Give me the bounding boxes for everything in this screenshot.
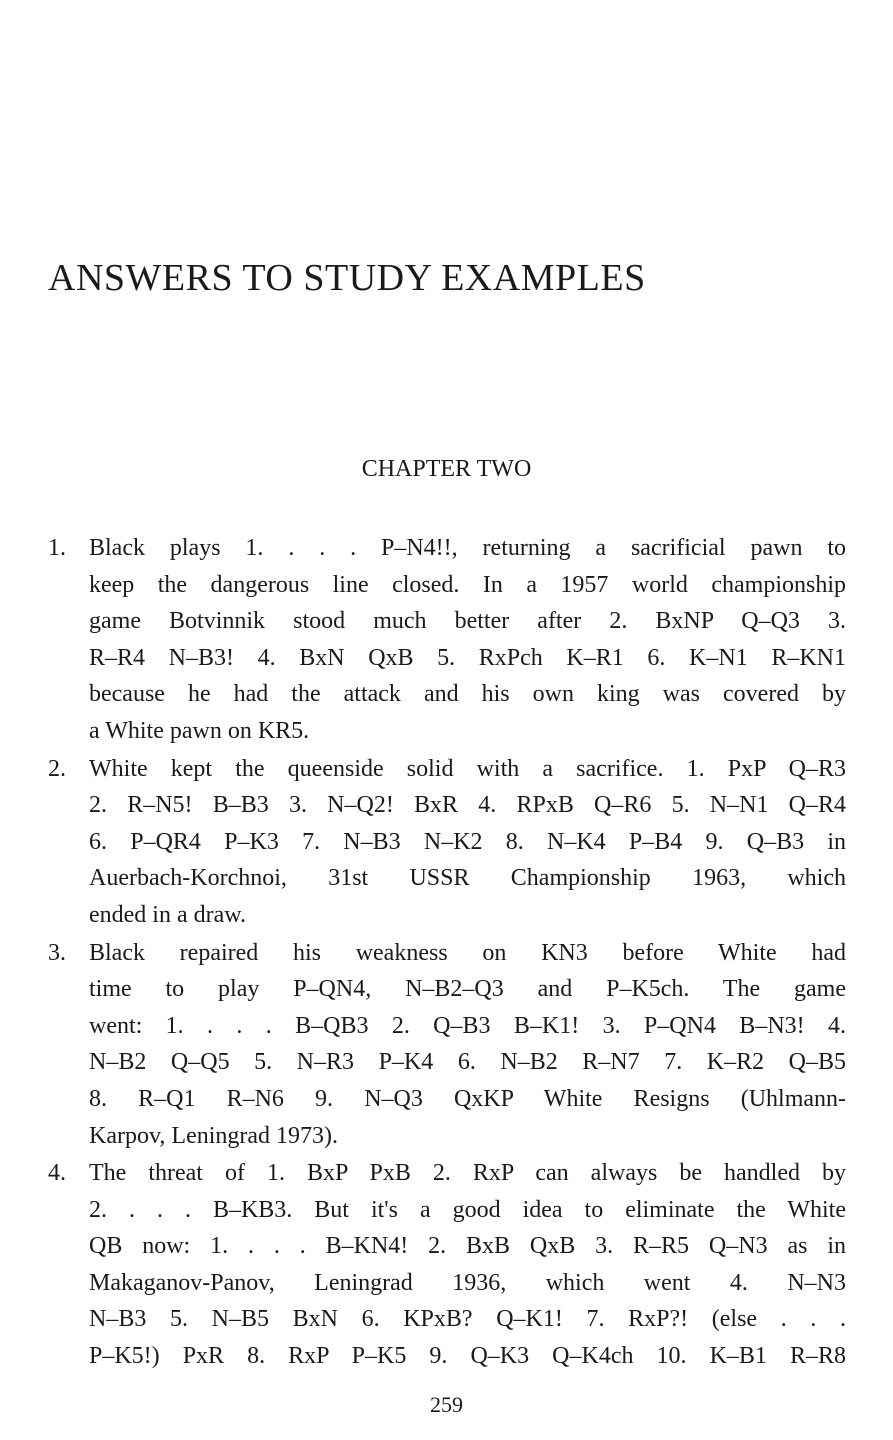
answer-line: time to play P–QN4, N–B2–Q3 and P–K5ch. The game — [89, 976, 846, 1003]
answer-line: 8. R–Q1 R–N6 9. N–Q3 QxKP White Resigns (Uhlmann- — [89, 1085, 846, 1112]
answer-line: The threat of 1. BxP PxB 2. RxP can always be handled by — [89, 1160, 846, 1187]
answer-line: Black plays 1. . . . P–N4!!, returning a sacrificial pawn to — [89, 535, 846, 561]
page-title: ANSWERS TO STUDY EXAMPLES — [48, 257, 646, 299]
answer-number: 2. — [48, 755, 66, 782]
answer-item — [48, 530, 846, 750]
answer-line: Auerbach-Korchnoi, 31st USSR Championship 1963, which — [89, 865, 846, 892]
answer-line: Makaganov-Panov, Leningrad 1936, which went 4. N–N3 — [89, 1269, 846, 1296]
answer-line: a White pawn on KR5. — [89, 717, 310, 744]
answer-line: Karpov, Leningrad 1973). — [89, 1122, 339, 1149]
answer-number: 3. — [48, 939, 66, 966]
answer-line: keep the dangerous line closed. In a 1957 world championship — [89, 571, 846, 598]
answer-item — [48, 1155, 846, 1375]
answer-line: N–B2 Q–Q5 5. N–R3 P–K4 6. N–B2 R–N7 7. K–R2 Q–B5 — [89, 1049, 846, 1076]
answer-line: ended in a draw. — [89, 901, 247, 928]
answer-line: White kept the queenside solid with a sacrifice. 1. PxP Q–R3 — [89, 755, 846, 782]
answer-item — [48, 751, 846, 934]
answer-line: R–R4 N–B3! 4. BxN QxB 5. RxPch K–R1 6. K–N1 R–KN1 — [89, 644, 846, 671]
answer-line: went: 1. . . . B–QB3 2. Q–B3 B–K1! 3. P–QN4 B–N3! 4. — [89, 1012, 846, 1039]
answer-line: 2. R–N5! B–B3 3. N–Q2! BxR 4. RPxB Q–R6 5. N–N1 Q–R4 — [89, 792, 846, 819]
answer-line: P–K5!) PxR 8. RxP P–K5 9. Q–K3 Q–K4ch 10. K–B1 R–R8 — [89, 1343, 846, 1370]
answer-line: 6. P–QR4 P–K3 7. N–B3 N–K2 8. N–K4 P–B4 9. Q–B3 in — [89, 828, 846, 855]
answer-line: 2. . . . B–KB3. But it's a good idea to eliminate the White — [89, 1196, 846, 1223]
answer-item — [48, 935, 846, 1155]
answers-list — [48, 530, 846, 1376]
answer-line: QB now: 1. . . . B–KN4! 2. BxB QxB 3. R–R5 Q–N3 as in — [89, 1233, 846, 1260]
answer-line: Black repaired his weakness on KN3 before White had — [89, 939, 846, 966]
answer-line: because he had the attack and his own king was covered by — [89, 681, 846, 708]
answer-line: game Botvinnik stood much better after 2. BxNP Q–Q3 3. — [89, 608, 846, 635]
answer-number: 1. — [48, 535, 66, 561]
chapter-heading: CHAPTER TWO — [361, 456, 532, 482]
page-number: 259 — [430, 1392, 463, 1417]
answer-line: N–B3 5. N–B5 BxN 6. KPxB? Q–K1! 7. RxP?! (else . . . — [89, 1306, 846, 1333]
answer-number: 4. — [48, 1160, 66, 1187]
